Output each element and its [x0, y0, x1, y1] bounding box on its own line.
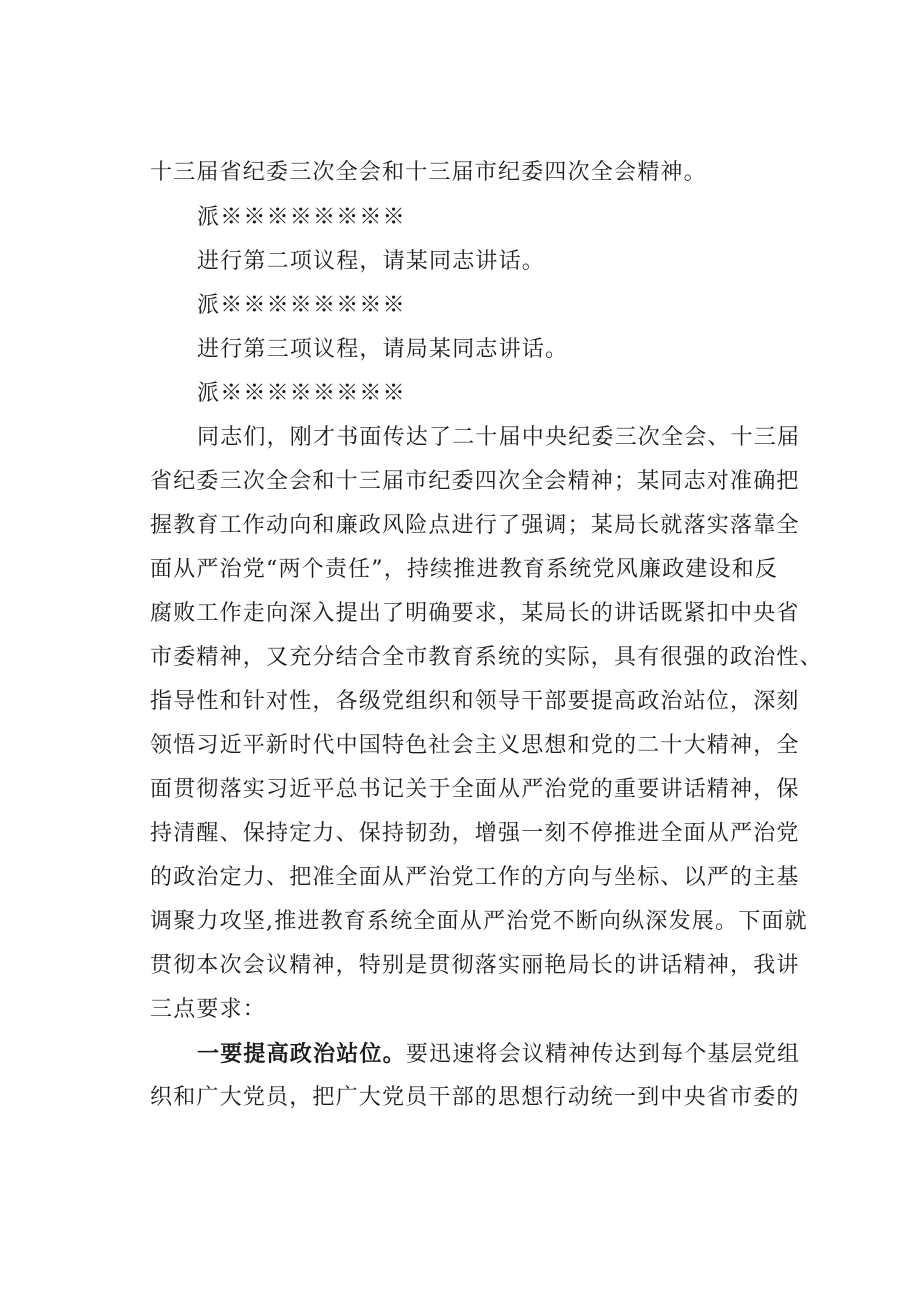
- paragraph-line: 持清醒、保持定力、保持韧劲，增强一刻不停推进全面从严治党: [150, 821, 800, 846]
- point-one-heading: 一要提高政治站位。: [197, 1041, 406, 1067]
- paragraph-line: 指导性和针对性，各级党组织和领导干部要提高政治站位，深刻: [150, 689, 800, 714]
- paragraph-line: 贯彻本次会议精神，特别是贯彻落实丽艳局长的讲话精神，我讲: [150, 953, 800, 978]
- paragraph-line: 面从严治党“两个责任”，持续推进教育系统党风廉政建设和反: [150, 557, 779, 582]
- paragraph-line: 的政治定力、把准全面从严治党工作的方向与坐标、以严的主基: [150, 865, 800, 890]
- paragraph-line: 省纪委三次全会和十三届市纪委四次全会精神；某同志对准确把: [150, 469, 800, 494]
- paragraph-line: 领悟习近平新时代中国特色社会主义思想和党的二十大精神，全: [150, 733, 800, 758]
- text-line: 进行第三项议程，请局某同志讲话。: [197, 337, 569, 362]
- paragraph-line: 织和广大党员，把广大党员干部的思想行动统一到中央省市委的: [150, 1085, 800, 1110]
- paragraph-line: 三点要求：: [150, 997, 267, 1022]
- text-line: 进行第二项议程，请某同志讲话。: [197, 249, 546, 274]
- point-one-text: 要迅速将会议精神传达到每个基层党组: [405, 1042, 801, 1067]
- text-line: 派※※※※※※※※: [197, 381, 406, 406]
- paragraph-line: 同志们，刚才书面传达了二十届中央纪委三次全会、十三届: [197, 425, 801, 450]
- paragraph-line: 面贯彻落实习近平总书记关于全面从严治党的重要讲话精神，保: [150, 777, 800, 802]
- paragraph-line: 握教育工作动向和廉政风险点进行了强调；某局长就落实落靠全: [150, 513, 800, 538]
- paragraph-line: 市委精神，又充分结合全市教育系统的实际，具有很强的政治性、: [150, 645, 823, 670]
- text-line: 派※※※※※※※※: [197, 205, 406, 230]
- point-one-line: [197, 1040, 800, 1069]
- paragraph-line: 腐败工作走向深入提出了明确要求，某局长的讲话既紧扣中央省: [150, 601, 800, 626]
- paragraph-line: 调聚力攻坚,推进教育系统全面从严治党不断向纵深发展。下面就: [150, 909, 808, 934]
- text-line: 派※※※※※※※※: [197, 293, 406, 318]
- text-line: 十三届省纪委三次全会和十三届市纪委四次全会精神。: [150, 160, 707, 185]
